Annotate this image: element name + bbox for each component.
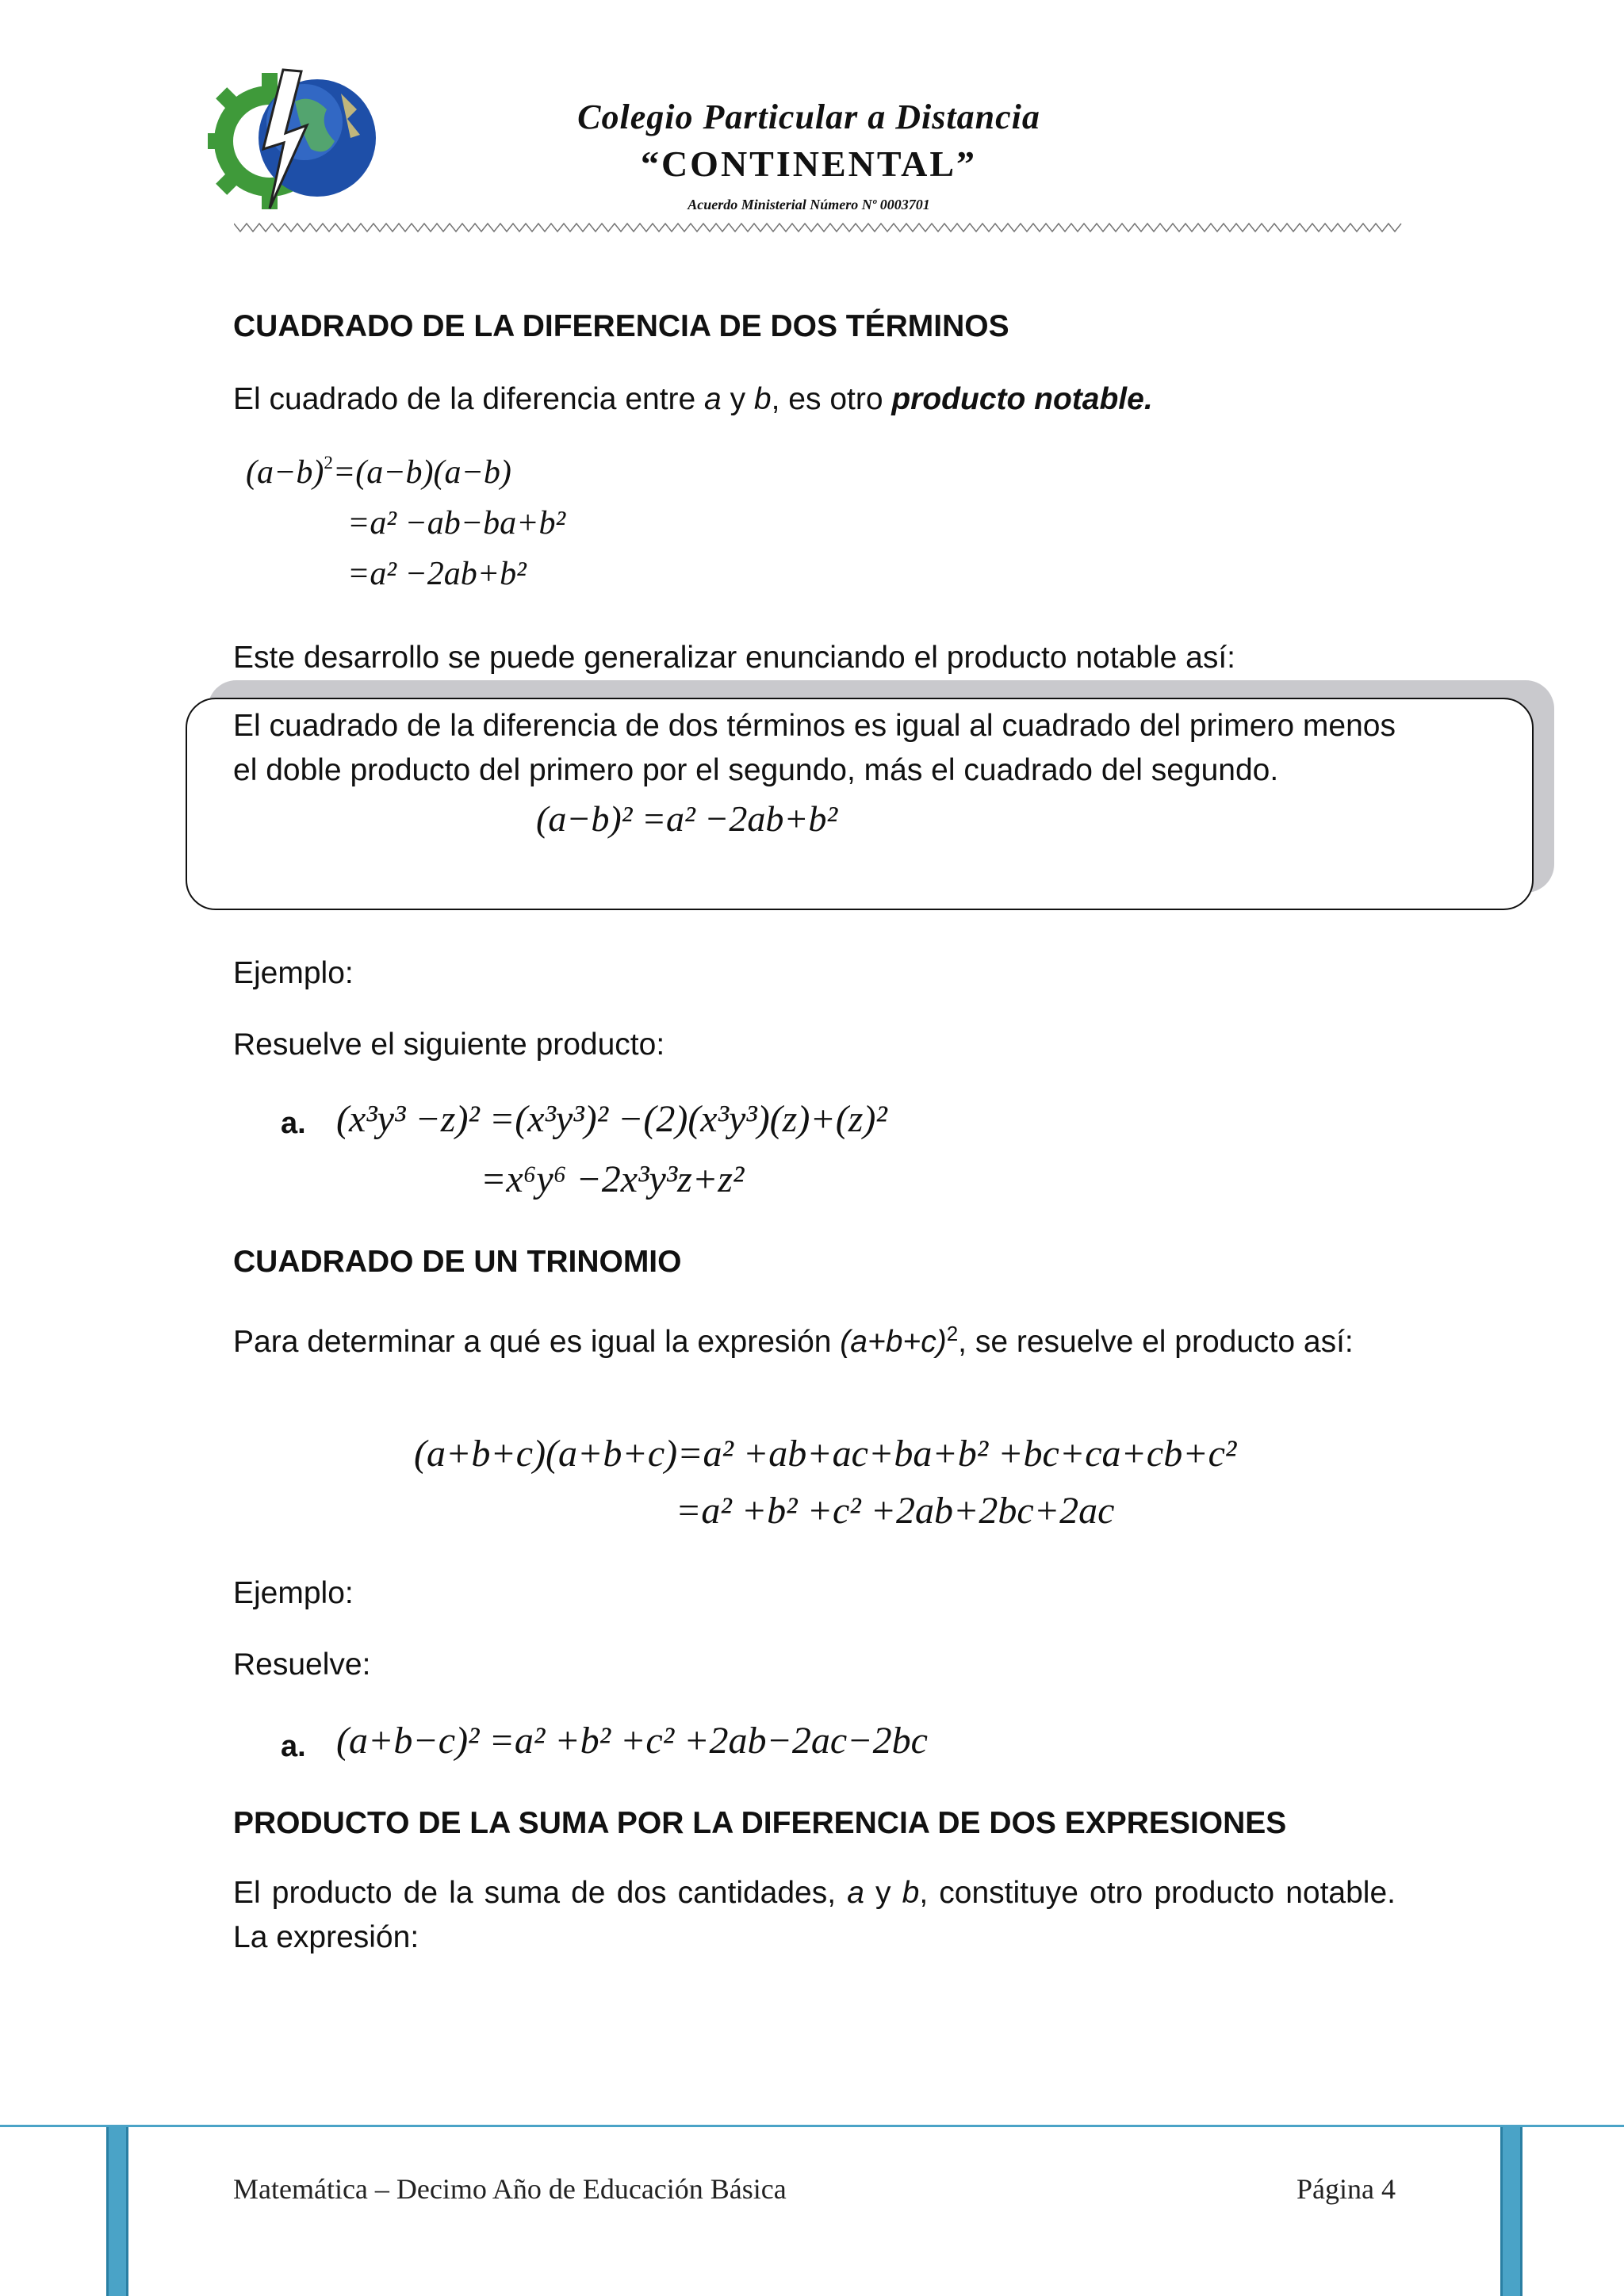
formula-line-1: $(a-b)^2=(a-b)(a-b)$ xyxy=(246,451,511,491)
example-item-label: a. xyxy=(281,1107,306,1140)
school-agreement: Acuerdo Ministerial Número Nº 0003701 xyxy=(688,197,930,212)
footer-divider xyxy=(0,2125,1624,2127)
intro-text: , es otro xyxy=(771,382,892,416)
intro-exponent: 2 xyxy=(946,1322,959,1345)
example-formula-line-2: =x⁶y⁶ −2x³y³z+z² xyxy=(481,1158,745,1200)
intro-emphasis: producto notable. xyxy=(891,382,1153,416)
example-instruction: Resuelve el siguiente producto: xyxy=(233,1027,665,1062)
intro-text: El producto de la suma de dos cantidades, xyxy=(233,1876,848,1910)
section2-intro xyxy=(233,1311,1396,1364)
example-formula-line-1: (x³y³ −z)² =(x³y³)² −(2)(x³y³)(z)+(z)² xyxy=(336,1098,887,1140)
intro-text: y xyxy=(864,1876,902,1910)
section-heading-difference-square: CUADRADO DE LA DIFERENCIA DE DOS TÉRMINOS xyxy=(233,309,1009,343)
intro-text: , constituye otro producto notable. La expresión: xyxy=(233,1876,1396,1954)
footer-accent-right xyxy=(1500,2127,1522,2296)
rule-statement: El cuadrado de la diferencia de dos términos es igual al cuadrado del primero menos el doble producto del primero por el segundo, más el cuadrado del segundo. xyxy=(233,709,1396,787)
footer-accent-left xyxy=(106,2127,128,2296)
example-formula-trinomial: (a+b−c)² =a² +b² +c² +2ab−2ac−2bc xyxy=(336,1720,928,1762)
section1-intro xyxy=(233,377,1396,422)
header-divider xyxy=(234,220,1404,235)
intro-text: Para determinar a qué es igual la expresión xyxy=(233,1325,841,1359)
formula-rhs: =(a−b)(a−b) xyxy=(332,454,511,491)
var-b: b xyxy=(902,1876,920,1910)
footer-course: Matemática – Decimo Año de Educación Básica xyxy=(233,2173,787,2205)
generalize-text: Este desarrollo se puede generalizar enunciando el producto notable así: xyxy=(233,641,1236,675)
formula-line-3: =a² −2ab+b² xyxy=(347,556,527,592)
school-name: Colegio Particular a Distancia xyxy=(577,98,1040,136)
formula-line-2: =a² −ab−ba+b² xyxy=(347,505,566,541)
trinomial-formula-line-1: (a+b+c)(a+b+c)=a² +ab+ac+ba+b² +bc+ca+cb+c² xyxy=(414,1433,1237,1475)
rule-box-text xyxy=(233,704,1396,793)
example-label-2: Ejemplo: xyxy=(233,1576,354,1610)
section-heading-sum-by-difference: PRODUCTO DE LA SUMA POR LA DIFERENCIA DE DOS EXPRESIONES xyxy=(233,1806,1287,1840)
formula-lhs: (a−b) xyxy=(246,454,324,491)
intro-text: , se resuelve el producto así: xyxy=(958,1325,1354,1359)
section-heading-trinomial-square: CUADRADO DE UN TRINOMIO xyxy=(233,1245,682,1279)
school-brand: “CONTINENTAL” xyxy=(640,144,978,184)
example-item-label-2: a. xyxy=(281,1730,306,1763)
var-b: b xyxy=(753,382,772,416)
school-logo-icon xyxy=(208,62,390,220)
example-label: Ejemplo: xyxy=(233,956,354,990)
var-a: a xyxy=(704,382,722,416)
example-instruction-2: Resuelve: xyxy=(233,1647,371,1682)
section3-intro xyxy=(233,1871,1396,1960)
intro-text: El cuadrado de la diferencia entre xyxy=(233,382,705,416)
intro-expression: (a+b+c) xyxy=(840,1325,947,1359)
intro-text: y xyxy=(721,382,754,416)
footer-page-number: Página 4 xyxy=(1297,2173,1396,2205)
rule-box-formula: (a−b)² =a² −2ab+b² xyxy=(536,798,838,839)
var-a: a xyxy=(847,1876,864,1910)
trinomial-formula-line-2: =a² +b² +c² +2ab+2bc+2ac xyxy=(676,1490,1115,1532)
